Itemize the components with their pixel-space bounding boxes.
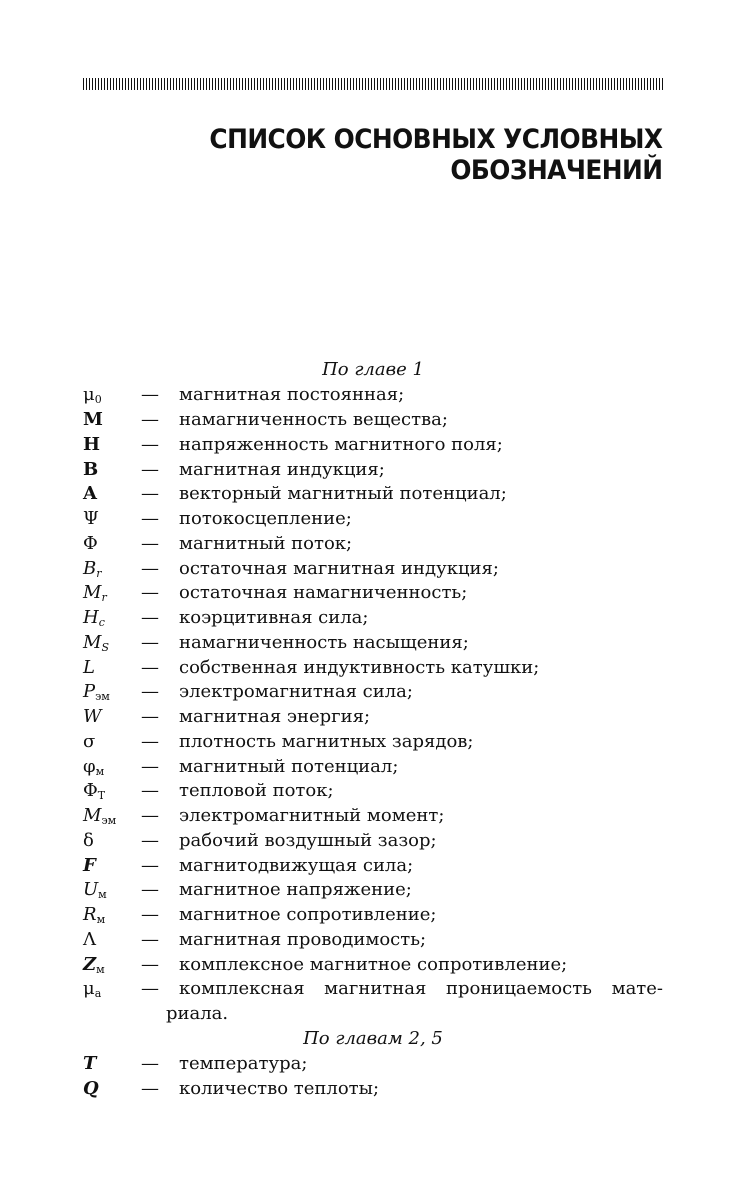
dash: —: [141, 409, 159, 430]
list-item: [83, 780, 663, 805]
symbol: $B_r$: [83, 558, 102, 580]
list-item: [83, 434, 663, 459]
description: магнитная постоянная;: [179, 384, 405, 405]
symbol: W: [83, 706, 102, 727]
dash: —: [141, 582, 159, 603]
symbol: Q: [83, 1078, 99, 1099]
title-line-2: ОБОЗНАЧЕНИЙ: [450, 155, 663, 186]
dash: —: [141, 978, 159, 999]
list-item: [83, 1078, 663, 1103]
description: количество теплоты;: [179, 1078, 380, 1099]
symbol: H: [83, 434, 101, 455]
symbol: $M_S$: [83, 632, 109, 654]
symbol: B: [83, 459, 99, 480]
dash: —: [141, 904, 159, 925]
dash: —: [141, 508, 159, 529]
description: электромагнитный момент;: [179, 805, 445, 826]
list-item: [83, 681, 663, 706]
list-item: [83, 582, 663, 607]
description: собственная индуктивность катушки;: [179, 657, 540, 678]
dash: —: [141, 756, 159, 777]
list-item: [83, 756, 663, 781]
list-item: [83, 879, 663, 904]
list-item: [83, 805, 663, 830]
section-heading-chapters-2-5: По главам 2, 5: [303, 1028, 443, 1049]
dash: —: [141, 706, 159, 727]
list-item: [83, 904, 663, 929]
description: коэрцитивная сила;: [179, 607, 369, 628]
description: магнитное напряжение;: [179, 879, 412, 900]
dash: —: [141, 657, 159, 678]
symbol: $P_{эм}$: [83, 681, 110, 703]
section-heading-chapter-1: По главе 1: [322, 359, 424, 380]
dash: —: [141, 1053, 159, 1074]
dash: —: [141, 434, 159, 455]
list-item: [83, 607, 663, 632]
symbol: $U_м$: [83, 879, 107, 901]
symbol: Φ: [83, 533, 98, 554]
symbol: $Z_м$: [83, 954, 105, 976]
description: векторный магнитный потенциал;: [179, 483, 507, 504]
list-item: [83, 508, 663, 533]
description: магнитная энергия;: [179, 706, 371, 727]
description: остаточная магнитная индукция;: [179, 558, 499, 579]
dash: —: [141, 533, 159, 554]
description: напряженность магнитного поля;: [179, 434, 503, 455]
dash: —: [141, 483, 159, 504]
list-item: [83, 706, 663, 731]
dash: —: [141, 632, 159, 653]
dash: —: [141, 805, 159, 826]
description: магнитный потенциал;: [179, 756, 399, 777]
dash: —: [141, 731, 159, 752]
description: магнитодвижущая сила;: [179, 855, 414, 876]
symbol: $\mu_0$: [83, 384, 102, 406]
description: магнитная проводимость;: [179, 929, 427, 950]
symbol: $M_r$: [83, 582, 107, 604]
symbol: $R_м$: [83, 904, 106, 926]
list-item: [83, 954, 663, 979]
symbol: T: [83, 1053, 97, 1074]
dash: —: [141, 459, 159, 480]
dash: —: [141, 780, 159, 801]
description: электромагнитная сила;: [179, 681, 413, 702]
description: магнитный поток;: [179, 533, 353, 554]
dash: —: [141, 1078, 159, 1099]
description: комплексная магнитная проницаемость мате-: [179, 978, 663, 999]
symbol: A: [83, 483, 97, 504]
dash: —: [141, 384, 159, 405]
dash: —: [141, 855, 159, 876]
list-item: [83, 657, 663, 682]
description: плотность магнитных зарядов;: [179, 731, 474, 752]
description: намагниченность вещества;: [179, 409, 448, 430]
list-item: [83, 533, 663, 558]
description: комплексное магнитное сопротивление;: [179, 954, 568, 975]
symbol: $\mu_а$: [83, 978, 102, 1000]
header-rule: [83, 78, 663, 90]
description-continuation: риала.: [166, 1003, 229, 1024]
list-item: [83, 855, 663, 880]
list-item: [83, 632, 663, 657]
dash: —: [141, 830, 159, 851]
description: тепловой поток;: [179, 780, 334, 801]
list-item: [83, 459, 663, 484]
symbol: σ: [83, 731, 96, 752]
symbol: $\varphi_м$: [83, 756, 105, 778]
dash: —: [141, 929, 159, 950]
list-item: [83, 929, 663, 954]
symbol: F: [83, 855, 96, 876]
description: магнитное сопротивление;: [179, 904, 437, 925]
description: температура;: [179, 1053, 308, 1074]
description: потокосцепление;: [179, 508, 352, 529]
dash: —: [141, 558, 159, 579]
list-item: [83, 731, 663, 756]
list-item: [83, 409, 663, 434]
dash: —: [141, 681, 159, 702]
symbol: δ: [83, 830, 94, 851]
title-line-1: СПИСОК ОСНОВНЫХ УСЛОВНЫХ: [209, 124, 663, 155]
list-item: [83, 978, 663, 1003]
symbol: M: [83, 409, 103, 430]
list-item: [83, 483, 663, 508]
page-title: [210, 124, 663, 186]
symbol: $\Phi_Т$: [83, 780, 106, 802]
symbol: L: [83, 657, 95, 678]
dash: —: [141, 879, 159, 900]
symbol: $M_{эм}$: [83, 805, 117, 827]
description: рабочий воздушный зазор;: [179, 830, 437, 851]
list-item: [83, 830, 663, 855]
list-item: [83, 558, 663, 583]
description: остаточная намагниченность;: [179, 582, 468, 603]
dash: —: [141, 954, 159, 975]
dash: —: [141, 607, 159, 628]
list-item: [83, 384, 663, 409]
description: магнитная индукция;: [179, 459, 385, 480]
symbol: Λ: [83, 929, 96, 950]
description: намагниченность насыщения;: [179, 632, 469, 653]
symbol: Ψ: [83, 508, 99, 529]
list-item: [83, 1053, 663, 1078]
symbol: $H_c$: [83, 607, 105, 629]
